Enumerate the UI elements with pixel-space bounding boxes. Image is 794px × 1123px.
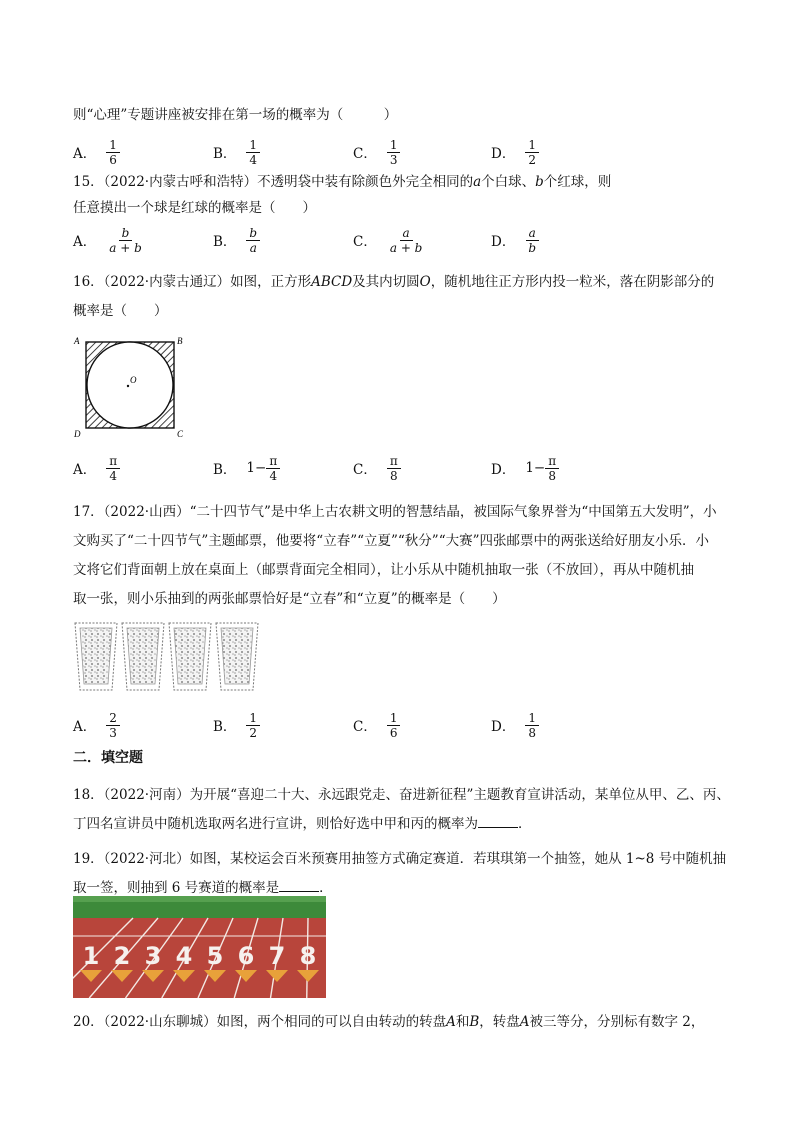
denominator: b xyxy=(528,240,537,255)
fraction xyxy=(106,226,145,255)
option-label: D． xyxy=(491,234,516,250)
fraction xyxy=(387,454,401,483)
denominator: a xyxy=(249,240,257,255)
option-a[interactable] xyxy=(73,704,120,746)
denominator: 4 xyxy=(249,152,258,167)
var-abcd: ABCD xyxy=(311,274,353,290)
numerator: 1 xyxy=(525,138,539,153)
lane-number: 2 xyxy=(113,942,131,970)
q14-options xyxy=(73,131,733,173)
numerator: a xyxy=(400,226,413,241)
numerator: b xyxy=(119,226,133,241)
denominator: 8 xyxy=(389,468,398,483)
q19-stem-line2: 取一签，则抽到 6 号赛道的概率是 ． xyxy=(73,880,333,896)
answer-blank[interactable] xyxy=(279,879,319,892)
fraction xyxy=(525,226,539,255)
numerator: π xyxy=(106,454,120,469)
denominator: 3 xyxy=(389,152,398,167)
q15-stem-line2: 任意摸出一个球是红球的概率是（ ） xyxy=(73,200,316,216)
denominator: 2 xyxy=(249,725,258,740)
option-prefix: 1− xyxy=(246,460,267,476)
fraction xyxy=(525,711,539,740)
q16-stem-line2: 概率是（ ） xyxy=(73,303,168,319)
option-b[interactable] xyxy=(213,219,260,261)
fraction xyxy=(106,138,120,167)
option-c[interactable] xyxy=(353,447,401,489)
center-point xyxy=(127,385,129,387)
q17-stem-line3: 文将它们背面朝上放在桌面上（邮票背面完全相同），让小乐从中随机抽取一张（不放回），再从中随机抽 xyxy=(73,562,694,578)
denominator: 2 xyxy=(528,152,536,167)
q15-options xyxy=(73,219,733,261)
fraction xyxy=(246,138,260,167)
q14-stem: 则“心理”专题讲座被安排在第一场的概率为（ ） xyxy=(73,107,398,123)
denominator: 4 xyxy=(269,468,278,483)
q17-stem-line4: 取一张，则小乐抽到的两张邮票恰好是“立春”和“立夏”的概率是（ ） xyxy=(73,591,506,607)
lane-number: 8 xyxy=(299,942,317,970)
option-a[interactable] xyxy=(73,131,120,173)
fraction xyxy=(387,226,426,255)
numerator: π xyxy=(266,454,280,469)
lane-number: 4 xyxy=(175,942,193,970)
stamp-4 xyxy=(216,623,258,690)
option-label: D． xyxy=(491,462,516,478)
stamp-2 xyxy=(122,623,164,690)
option-d[interactable] xyxy=(491,704,539,746)
option-d[interactable] xyxy=(491,447,559,489)
option-label: B． xyxy=(213,146,237,162)
fraction xyxy=(525,138,539,167)
option-label: D． xyxy=(491,719,516,735)
q19-stem-line1: 19．（2022·河北）如图，某校运会百米预赛用抽签方式确定赛道．若琪琪第一个抽签，她从 1~8 号中随机抽 xyxy=(73,851,727,867)
option-a[interactable] xyxy=(73,219,145,261)
numerator: 1 xyxy=(106,138,120,153)
option-label: A． xyxy=(73,462,97,478)
lane-number: 1 xyxy=(82,942,100,970)
square-incircle-figure xyxy=(70,332,190,444)
q18-stem-line1: 18．（2022·河南）为开展“喜迎二十大、永远跟党走、奋进新征程”主题教育宣讲活动，某单位从甲、乙、丙、 xyxy=(73,787,730,803)
lane-number: 7 xyxy=(268,942,286,970)
numerator: a xyxy=(526,226,539,241)
numerator: 1 xyxy=(525,711,539,726)
denominator: 6 xyxy=(109,152,117,167)
numerator: π xyxy=(387,454,401,469)
option-c[interactable] xyxy=(353,704,400,746)
option-prefix: 1− xyxy=(525,460,546,476)
option-b[interactable] xyxy=(213,704,260,746)
var-o: O xyxy=(419,274,431,290)
q16-options xyxy=(73,447,733,489)
option-label: B． xyxy=(213,234,237,250)
option-label: B． xyxy=(213,719,237,735)
var-a: A xyxy=(446,1014,456,1030)
option-label: C． xyxy=(353,234,377,250)
label-a: A xyxy=(74,336,80,346)
q18-stem-line2: 丁四名宣讲员中随机选取两名进行宣讲，则恰好选中甲和丙的概率为 ． xyxy=(73,816,532,832)
option-label: B． xyxy=(213,462,237,478)
q17-options xyxy=(73,704,733,746)
option-label: C． xyxy=(353,462,377,478)
option-c[interactable] xyxy=(353,219,425,261)
q17-stem-line2: 文购买了“二十四节气”主题邮票，他要将“立春”“立夏”“秋分”“大赛”四张邮票中的两张送给好朋友小乐．小 xyxy=(73,533,710,549)
stamps-figure xyxy=(72,620,262,694)
q20-stem-line1: 20．（2022·山东聊城）如图，两个相同的可以自由转动的转盘A和B，转盘A被三等分，分别标有数字 2， xyxy=(73,1014,705,1030)
option-d[interactable] xyxy=(491,219,539,261)
lane-number: 6 xyxy=(237,942,255,970)
var-b: B xyxy=(469,1014,480,1030)
option-label: A． xyxy=(73,719,97,735)
numerator: 1 xyxy=(246,711,260,726)
lane-number: 3 xyxy=(144,942,162,970)
stamp-1 xyxy=(75,623,117,690)
fraction xyxy=(106,454,120,483)
fraction xyxy=(246,711,260,740)
numerator: 1 xyxy=(387,138,401,153)
numerator: 1 xyxy=(387,711,401,726)
lane-number: 5 xyxy=(206,942,224,970)
denominator: 8 xyxy=(528,725,536,740)
denominator: 8 xyxy=(548,468,556,483)
label-d: D xyxy=(74,429,81,439)
option-label: C． xyxy=(353,719,377,735)
fraction xyxy=(387,711,401,740)
denominator: 3 xyxy=(109,725,117,740)
numerator: π xyxy=(545,454,559,469)
fraction xyxy=(106,711,120,740)
option-c[interactable] xyxy=(353,131,400,173)
var-a: A xyxy=(519,1014,530,1030)
option-d[interactable] xyxy=(491,131,539,173)
var-b: b xyxy=(535,174,544,190)
denominator: 4 xyxy=(109,468,118,483)
denominator: a + b xyxy=(109,240,142,255)
option-label: C． xyxy=(353,146,377,162)
fraction xyxy=(246,226,260,255)
incircle xyxy=(87,342,173,428)
q15-stem-line1: 15．（2022·内蒙古呼和浩特）不透明袋中装有除颜色外完全相同的a个白球、b个红球，则 xyxy=(73,174,612,190)
q17-stem-line1: 17．（2022·山西）“二十四节气”是中华上古农耕文明的智慧结晶，被国际气象界誉为“中国第五大发明”，小 xyxy=(73,504,717,520)
var-a: a xyxy=(473,174,482,190)
stamp-3 xyxy=(169,623,211,690)
track-surface xyxy=(73,918,326,998)
fraction xyxy=(266,454,280,483)
option-b[interactable] xyxy=(213,131,260,173)
q16-stem-line1: 16．（2022·内蒙古通辽）如图，正方形ABCD及其内切圆O，随机地往正方形内投一粒米，落在阴影部分的 xyxy=(73,274,715,290)
fraction xyxy=(545,454,559,483)
numerator: 2 xyxy=(106,711,120,726)
option-b[interactable] xyxy=(213,447,280,489)
label-o: O xyxy=(130,375,137,385)
option-label: A． xyxy=(73,234,97,250)
option-label: A． xyxy=(73,146,97,162)
option-label: D． xyxy=(491,146,516,162)
section-title-fill-in: 二．填空题 xyxy=(73,750,143,766)
answer-blank[interactable] xyxy=(478,815,518,828)
denominator: a + b xyxy=(389,240,423,255)
option-a[interactable] xyxy=(73,447,120,489)
fraction xyxy=(387,138,401,167)
label-c: C xyxy=(177,429,184,439)
numerator: b xyxy=(246,226,260,241)
denominator: 6 xyxy=(389,725,398,740)
label-b: B xyxy=(177,336,183,346)
numerator: 1 xyxy=(246,138,260,153)
running-track-photo xyxy=(73,896,326,998)
